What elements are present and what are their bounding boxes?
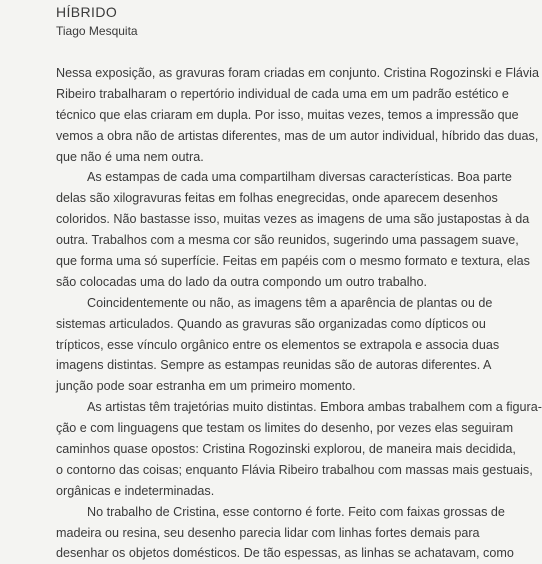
paragraph-4-line: caminhos quase opostos: Cristina Rogozinski explorou, de maneira mais decidida, <box>56 442 516 457</box>
paragraph-1-line: Ribeiro trabalharam o repertório individual de cada uma em um padrão estético e <box>56 86 509 101</box>
essay-author: Tiago Mesquita <box>56 24 138 38</box>
paragraph-1-line: Nessa exposição, as gravuras foram criadas em conjunto. Cristina Rogozinski e Flávia <box>56 66 539 80</box>
paragraph-2-line: são colocadas uma do lado da outra compondo um outro trabalho. <box>56 274 428 289</box>
paragraph-2-line: delas são xilogravuras feitas em folhas enegrecidas, onde aparecem desenhos <box>56 191 498 206</box>
paragraph-3-line: imagens distintas. Sempre as estampas reunidas são de autoras diferentes. A <box>56 358 492 373</box>
paragraph-2-line: As estampas de cada uma compartilham diversas características. Boa parte <box>87 170 512 185</box>
paragraph-5-line: No trabalho de Cristina, esse contorno é forte. Feito com faixas grossas de <box>87 504 505 519</box>
paragraph-4-line: As artistas têm trajetórias muito distintas. Embora ambas trabalhem com a figura- <box>87 400 542 415</box>
essay-body <box>56 63 542 564</box>
paragraph-5-line: madeira ou resina, seu desenho parecia lidar com linhas fortes demais para <box>56 525 480 540</box>
paragraph-5-line: desenhar os objetos domésticos. De tão espessas, as linhas se achatavam, como <box>56 546 514 561</box>
paragraph-4-line: ção e com linguagens que testam os limites do desenho, por vezes elas seguiram <box>56 421 514 436</box>
paragraph-3-line: Coincidentemente ou não, as imagens têm a aparência de plantas ou de <box>87 295 493 310</box>
essay-title: HÍBRIDO <box>56 4 118 20</box>
paragraph-2-line: outra. Trabalhos com a mesma cor são reunidos, sugerindo uma passagem suave, <box>56 233 519 248</box>
paragraph-2-line: que forma uma só superfície. Feitas em papéis com o mesmo formato e textura, elas <box>56 254 530 269</box>
paragraph-4-line: o contorno das coisas; enquanto Flávia Ribeiro trabalhou com massas mais gestuais, <box>56 462 533 477</box>
paragraph-1-line: vemos a obra não de artistas diferentes, mas de um autor individual, híbrido das duas, <box>56 128 539 143</box>
paragraph-1-line: técnico que elas criaram em dupla. Por isso, muitas vezes, temos a impressão que <box>56 107 519 122</box>
paragraph-3-line: trípticos, esse vínculo orgânico entre os elementos se extrapola e associa duas <box>56 337 500 352</box>
paragraph-1-line: que não é uma nem outra. <box>56 149 204 164</box>
paragraph-4-line: orgânicas e indeterminadas. <box>56 483 215 498</box>
paragraph-2-line: coloridos. Não bastasse isso, muitas vezes as imagens de uma são justapostas à da <box>56 212 530 227</box>
paragraph-3-line: sistemas articulados. Quando as gravuras são organizadas como dípticos ou <box>56 316 486 331</box>
paragraph-3-line: junção pode soar estranha em um primeiro momento. <box>56 379 356 394</box>
